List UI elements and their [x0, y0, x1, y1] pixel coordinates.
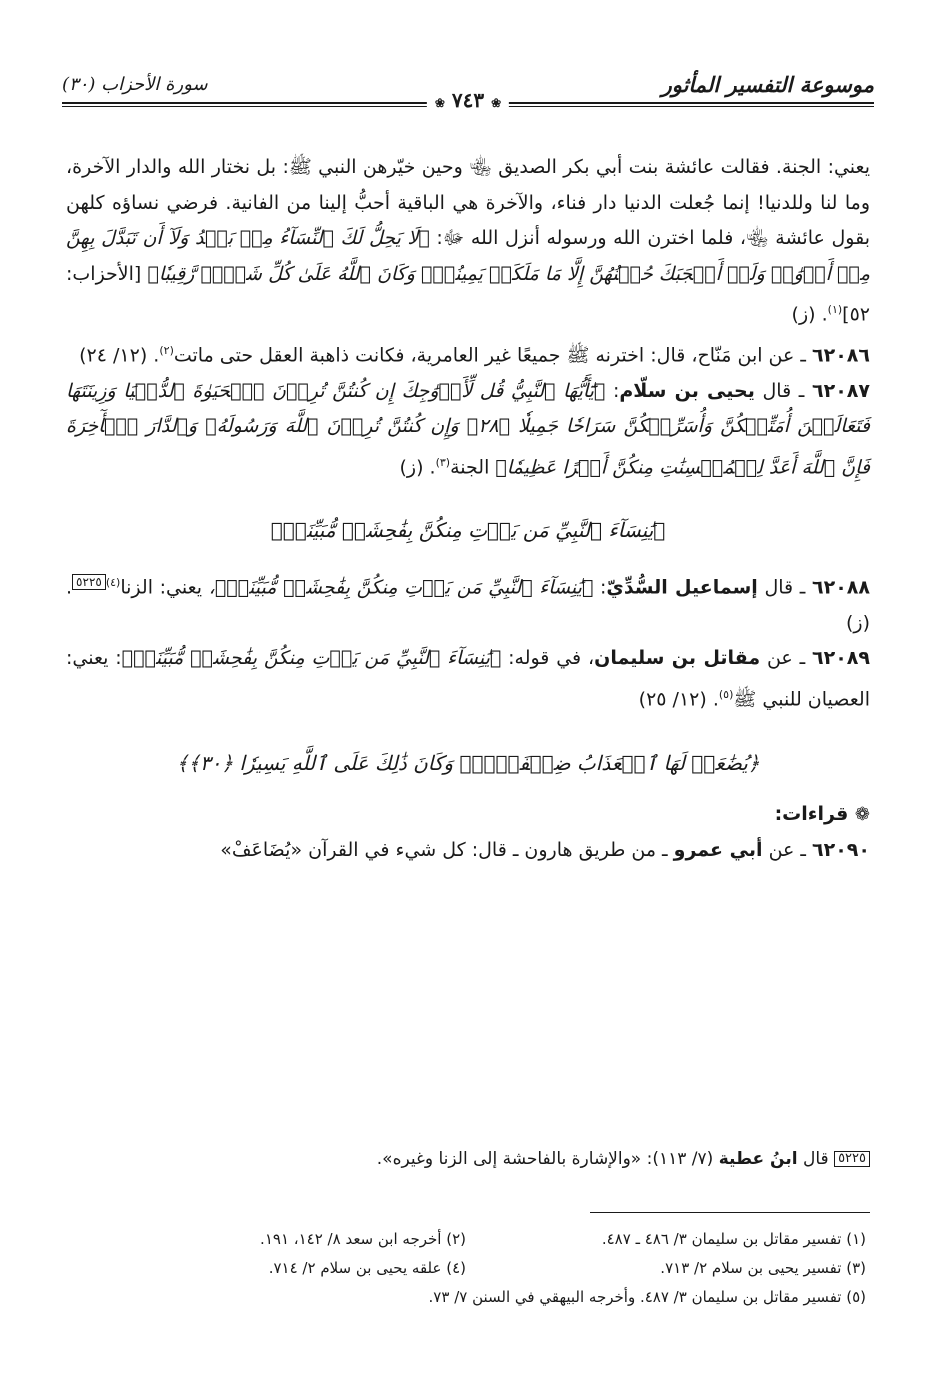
quran-quote: ﴿لَا يَحِلُّ لَكَ ٱلنِّسَآءُ مِنۢ بَعۡدُ وَلَآ أَن تَبَدَّلَ بِهِنَّ مِنۡ أَزۡوَٰجٖ وَلَوۡ أَعۡجَبَكَ حُسۡنُهُنَّ إِلَّا مَا مَلَكَتۡ يَمِينُكَۗ وَكَانَ ٱللَّهُ عَلَىٰ كُلِّ شَيۡءٖ رَّقِيبٗا﴾ — [66, 227, 870, 285]
footnote-marker: (٥) — [718, 687, 734, 701]
footnote-marker: (٢) — [159, 343, 174, 357]
quran-quote: ﴿يَٰنِسَآءَ ٱلنَّبِيِّ مَن يَأۡتِ مِنكُنَّ بِفَٰحِشَةٖ مُّبَيِّنَةٖ﴾، — [208, 576, 594, 599]
footnote-marker: (٣) — [435, 455, 451, 469]
narrator-name: إسماعيل السُّدِّيّ — [606, 576, 758, 599]
verse-heading: ﴿يَٰنِسَآءَ ٱلنَّبِيِّ مَن يَأۡتِ مِنكُنَّ بِفَٰحِشَةٖ مُّبَيِّنَةٖ﴾ — [270, 518, 666, 543]
entry-62090: ٦٢٠٩٠ ـ عن أبي عمرو ـ من طريق هارون ـ قال: كل شيء في القرآن «يُضَاعَفْ» — [220, 838, 870, 861]
verse-heading: ﴿يُضَٰعَفۡ لَهَا ٱلۡعَذَابُ ضِعۡفَيۡنِۚ وَكَانَ ذَٰلِكَ عَلَى ٱللَّهِ يَسِيرٗا ﴿٣٠﴾﴾ — [176, 750, 760, 775]
star-ornament-icon: ❁ — [854, 804, 870, 826]
ornament-icon: ❀ — [491, 96, 502, 110]
entry-62088: ٦٢٠٨٨ ـ قال إسماعيل السُّدِّيّ: ﴿يَٰنِسَآءَ ٱلنَّبِيِّ مَن يَأۡتِ مِنكُنَّ بِفَٰحِشَةٖ مُّبَيِّنَةٖ﴾، يعني: الزنا$^{(٤)}$٥٢٢٥. (ز) — [66, 574, 870, 634]
footnote-1: (١) تفسير مقاتل بن سليمان ٣/ ٤٨٦ ـ ٤٨٧. — [601, 1230, 866, 1248]
footnote-marker: (٤) — [105, 575, 121, 589]
entry-number: ٦٢٠٨٨ — [812, 576, 870, 599]
ornament-icon: ❀ — [434, 96, 445, 110]
comment-box-ref: ٥٢٢٥ — [72, 574, 106, 590]
footnote-marker: (١) — [827, 303, 843, 316]
footnote-2: (٢) أخرجه ابن سعد ٨/ ١٤٢، ١٩١. — [260, 1230, 466, 1248]
section-heading-qiraat: ❁ قراءات: — [774, 803, 870, 826]
footnote-separator — [590, 1212, 870, 1213]
footnote-5: (٥) تفسير مقاتل بن سليمان ٣/ ٤٨٧. وأخرجه البيهقي في السنن ٧/ ٧٣. — [428, 1288, 866, 1306]
entry-number: ٦٢٠٨٧ — [812, 379, 870, 402]
quran-quote: ﴿يَٰنِسَآءَ ٱلنَّبِيِّ مَن يَأۡتِ مِنكُنَّ بِفَٰحِشَةٖ مُّبَيِّنَةٖ﴾ — [121, 647, 502, 670]
entry-number: ٦٢٠٨٩ — [812, 647, 870, 670]
page-number: ❀ ٧٤٣ ❀ — [427, 88, 509, 112]
entry-62086: ٦٢٠٨٦ ـ عن ابن مَنّاح، قال: اخترنه ﷺ جميعًا غير العامرية، فكانت ذاهبة العقل حتى ماتت$^{(٢)}$. (١٢/ ٢٤) — [79, 343, 870, 367]
entry-number: ٦٢٠٩٠ — [812, 838, 870, 861]
main-text — [66, 150, 870, 868]
footnote-3: (٣) تفسير يحيى بن سلام ٢/ ٧١٣. — [660, 1259, 866, 1277]
entry-number: ٦٢٠٨٦ — [812, 344, 870, 367]
verse-reference: [الأحزاب: ٥٢] — [66, 262, 870, 326]
entry-62087: ٦٢٠٨٧ ـ قال يحيى بن سلّام: ﴿يَٰٓأَيُّهَا ٱلنَّبِيُّ قُل لِّأَزۡوَٰجِكَ إِن كُنتُنَّ تُرِدۡنَ ٱلۡحَيَوٰةَ ٱلدُّنۡيَا وَزِينَتَهَا فَتَعَالَيۡنَ أُمَتِّعۡكُنَّ وَأُسَرِّحۡكُنَّ سَرَاحٗا جَمِيلٗا ﴿٢٨﴾ وَإِن كُنتُنَّ تُرِدۡنَ ٱللَّهَ وَرَسُولَهُۥ وَٱلدَّارَ ٱلۡأٓخِرَةَ فَإِنَّ ٱللَّهَ أَعَدَّ لِلۡمُحۡسِنَٰتِ مِنكُنَّ أَجۡرًا عَظِيمٗا﴾ الجنة$^{(٣)}$. (ز) — [66, 379, 870, 478]
footnotes — [66, 1225, 866, 1312]
book-title: موسوعة التفسير المأثور — [661, 72, 874, 97]
scholar-name: ابنُ عطية — [718, 1149, 798, 1169]
narrator-name: مقاتل بن سليمان — [594, 647, 761, 670]
page-header — [62, 68, 874, 112]
narrator-name: يحيى بن سلّام — [619, 379, 755, 402]
narrator-name: أبي عمرو — [673, 838, 763, 861]
entry-62089: ٦٢٠٨٩ ـ عن مقاتل بن سليمان، في قوله: ﴿يَٰنِسَآءَ ٱلنَّبِيِّ مَن يَأۡتِ مِنكُنَّ بِفَٰحِشَةٖ مُّبَيِّنَةٖ﴾: يعني: العصيان للنبي ﷺ$^{(٥)}$. (١٢/ ٢٥) — [66, 647, 870, 711]
comment-note: ٥٢٢٥ قال ابنُ عطية (٧/ ١١٣): «والإشارة بالفاحشة إلى الزنا وغيره». — [66, 1144, 870, 1174]
surah-label: سورة الأحزاب (٣٠) — [62, 74, 208, 95]
comment-box-ref: ٥٢٢٥ — [834, 1151, 870, 1167]
footnote-4: (٤) علقه يحيى بن سلام ٢/ ٧١٤. — [268, 1259, 466, 1277]
paragraph-continuation: يعني: الجنة. فقالت عائشة بنت أبي بكر الصديق ﵄ وحين خيّرهن النبي ﷺ: بل نختار الله والدار الآخرة، وما لنا وللدنيا! إنما جُعلت الدنيا دار فناء، والآخرة هي الباقية أحبُّ إلينا من الفانية. فرضي نساؤه كلهن بقول عائشة ﵄، فلما اخترن الله ورسوله أنزل الله ﷻ: ﴿لَا يَحِلُّ لَكَ ٱلنِّسَآءُ مِنۢ بَعۡدُ وَلَآ أَن تَبَدَّلَ بِهِنَّ مِنۡ أَزۡوَٰجٖ وَلَوۡ أَعۡجَبَكَ حُسۡنُهُنَّ إِلَّا مَا مَلَكَتۡ يَمِينُكَۗ وَكَانَ ٱللَّهُ عَلَىٰ كُلِّ شَيۡءٖ رَّقِيبٗا﴾ [الأحزاب: ٥٢]$^{(١)}$. (ز) — [66, 156, 870, 326]
quran-quote: ﴿يَٰٓأَيُّهَا ٱلنَّبِيُّ قُل لِّأَزۡوَٰجِكَ إِن كُنتُنَّ تُرِدۡنَ ٱلۡحَيَوٰةَ ٱلدُّنۡيَا وَزِينَتَهَا فَتَعَالَيۡنَ أُمَتِّعۡكُنَّ وَأُسَرِّحۡكُنَّ سَرَاحٗا جَمِيلٗا ﴿٢٨﴾ وَإِن كُنتُنَّ تُرِدۡنَ ٱللَّهَ وَرَسُولَهُۥ وَٱلدَّارَ ٱلۡأٓخِرَةَ فَإِنَّ ٱللَّهَ أَعَدَّ لِلۡمُحۡسِنَٰتِ مِنكُنَّ أَجۡرًا عَظِيمٗا﴾ — [66, 379, 870, 478]
